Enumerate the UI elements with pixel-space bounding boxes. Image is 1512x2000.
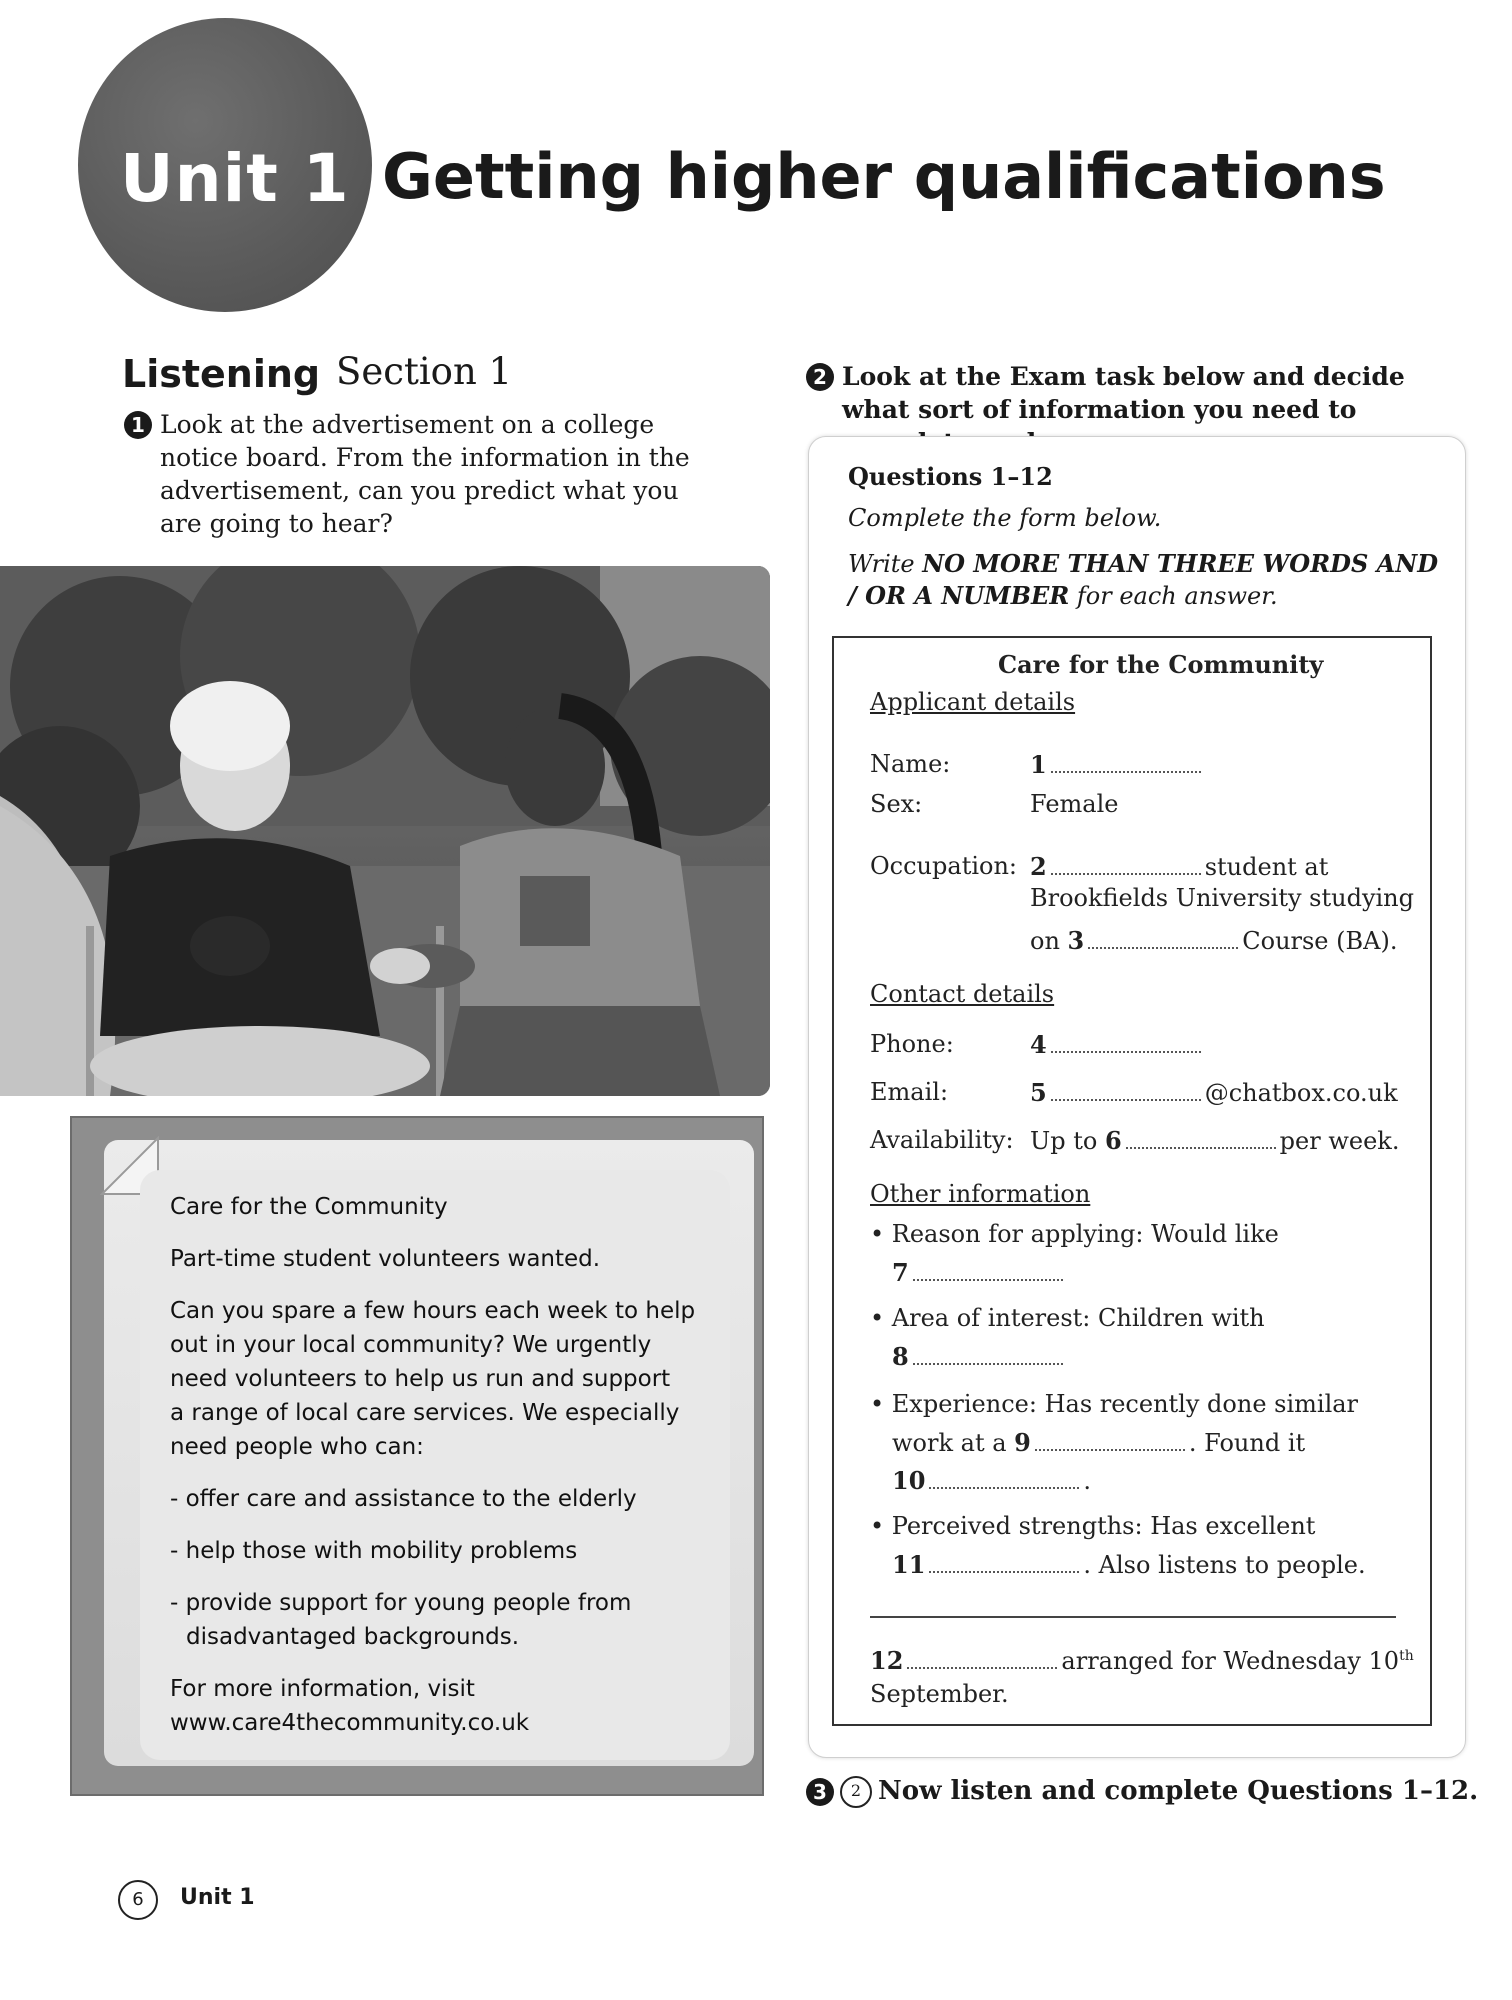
gap-11-number: 11 [892, 1550, 926, 1579]
gap-7-number: 7 [892, 1258, 909, 1287]
instruction-2-pre: Write [848, 550, 923, 578]
question-3-text: Now listen and complete Questions 1–12. [878, 1776, 1479, 1806]
gap-8[interactable] [892, 1342, 1067, 1371]
advert-body-line-5: need people who can: [170, 1434, 424, 1460]
occupation-on: on [1030, 927, 1060, 955]
advert-more-info: For more information, visit [170, 1676, 475, 1702]
experience-found-it: . Found it [1188, 1429, 1306, 1457]
occupation-text-2: Brookfields University studying [1030, 884, 1414, 912]
strengths-post: . Also listens to people. [1083, 1551, 1366, 1579]
instruction-2-bold: NO MORE THAN THREE WORDS AND / OR A NUMBER [848, 549, 1439, 610]
advert-body-line-1: Can you spare a few hours each week to help [170, 1298, 696, 1324]
gap-9[interactable] [892, 1428, 1305, 1457]
gap-7[interactable] [892, 1258, 1067, 1287]
experience: • Experience: Has recently done similar [870, 1390, 1359, 1418]
sex-value: Female [1030, 790, 1119, 818]
photo-carer-elderly [0, 566, 770, 1096]
name-label: Name: [870, 750, 951, 778]
applicant-heading: Applicant details [870, 688, 1076, 716]
instruction-1: Complete the form below. [848, 504, 1162, 532]
gap-2[interactable] [1030, 852, 1328, 881]
arranged-text: arranged for Wednesday 10 [1061, 1647, 1400, 1675]
gap-5[interactable] [1030, 1078, 1398, 1107]
email-domain: @chatbox.co.uk [1204, 1079, 1398, 1107]
section-number: Section 1 [336, 350, 513, 393]
advert-body-line-3: need volunteers to help us run and support [170, 1366, 671, 1392]
gap-5-number: 5 [1030, 1078, 1047, 1107]
questions-range: Questions 1–12 [848, 462, 1053, 491]
unit-label: Unit 1 [120, 140, 350, 217]
gap-3[interactable] [1030, 926, 1397, 955]
occupation-label: Occupation: [870, 852, 1017, 880]
question-3-number: 3 [806, 1778, 834, 1806]
question-2-text: Look at the Exam task below and decide what sort of information you need to [842, 362, 1405, 424]
question-1-number: 1 [124, 411, 152, 439]
unit-title: Getting higher qualifications [382, 140, 1386, 213]
form-title: Care for the Community [998, 650, 1324, 679]
area-of-interest: • Area of interest: Children with [870, 1304, 1265, 1332]
instruction-2 [848, 548, 1448, 612]
gap-12-number: 12 [870, 1646, 904, 1675]
advert-bullet-3-cont: disadvantaged backgrounds. [186, 1624, 520, 1650]
gap-12[interactable] [870, 1646, 1414, 1675]
date-suffix: th [1399, 1648, 1414, 1664]
gap-4-number: 4 [1030, 1030, 1047, 1059]
gap-4[interactable] [1030, 1030, 1205, 1059]
september: September. [870, 1680, 1009, 1708]
advert-website-link[interactable]: www.care4thecommunity.co.uk [170, 1710, 530, 1736]
occupation-text-1: student at [1204, 853, 1329, 881]
gap-3-number: 3 [1067, 926, 1085, 955]
gap-1[interactable] [1030, 750, 1205, 779]
gap-2-number: 2 [1030, 852, 1047, 881]
advert-title: Care for the Community [170, 1194, 448, 1220]
instruction-2-post: for each answer. [1069, 582, 1278, 610]
question-1 [124, 408, 724, 540]
question-3 [806, 1776, 1478, 1808]
phone-label: Phone: [870, 1030, 954, 1058]
gap-6[interactable] [1030, 1126, 1399, 1155]
audio-track-icon[interactable]: 2 [840, 1776, 872, 1808]
gap-10[interactable] [892, 1466, 1091, 1495]
gap-9-number: 9 [1014, 1428, 1031, 1457]
page-number: 6 [118, 1880, 158, 1920]
email-label: Email: [870, 1078, 949, 1106]
photo-illustration [0, 566, 770, 1096]
advert-headline: Part-time student volunteers wanted. [170, 1246, 601, 1272]
gap-10-period: . [1083, 1467, 1092, 1495]
advert-bullet-3: - provide support for young people from [170, 1590, 632, 1616]
gap-11[interactable] [892, 1550, 1366, 1579]
advert-bullet-2: - help those with mobility problems [170, 1538, 578, 1564]
availability-up-to: Up to [1030, 1127, 1098, 1155]
advert-body-line-4: a range of local care services. We especially [170, 1400, 680, 1426]
gap-1-number: 1 [1030, 750, 1047, 779]
advert-body-line-2: out in your local community? We urgently [170, 1332, 652, 1358]
occupation-course: Course (BA). [1242, 927, 1398, 955]
availability-label: Availability: [870, 1126, 1014, 1154]
gap-10-number: 10 [892, 1466, 926, 1495]
advert-bullet-1: - offer care and assistance to the elderly [170, 1486, 637, 1512]
availability-per-week: per week. [1279, 1127, 1400, 1155]
experience-work-at: work at a [892, 1429, 1007, 1457]
question-1-text: Look at the advertisement on a college notice board. From the information in the advertisement, can you predict what you are going to hear? [160, 410, 690, 538]
other-heading: Other information [870, 1180, 1091, 1208]
sex-label: Sex: [870, 790, 923, 818]
footer-unit: Unit 1 [180, 1885, 255, 1910]
section-name: Listening [122, 352, 321, 396]
perceived-strengths: • Perceived strengths: Has excellent [870, 1512, 1316, 1540]
reason-for-applying: • Reason for applying: Would like [870, 1220, 1279, 1248]
gap-8-number: 8 [892, 1342, 909, 1371]
form-divider [870, 1616, 1396, 1618]
gap-6-number: 6 [1104, 1126, 1122, 1155]
question-2-number: 2 [806, 363, 834, 391]
contact-heading: Contact details [870, 980, 1055, 1008]
